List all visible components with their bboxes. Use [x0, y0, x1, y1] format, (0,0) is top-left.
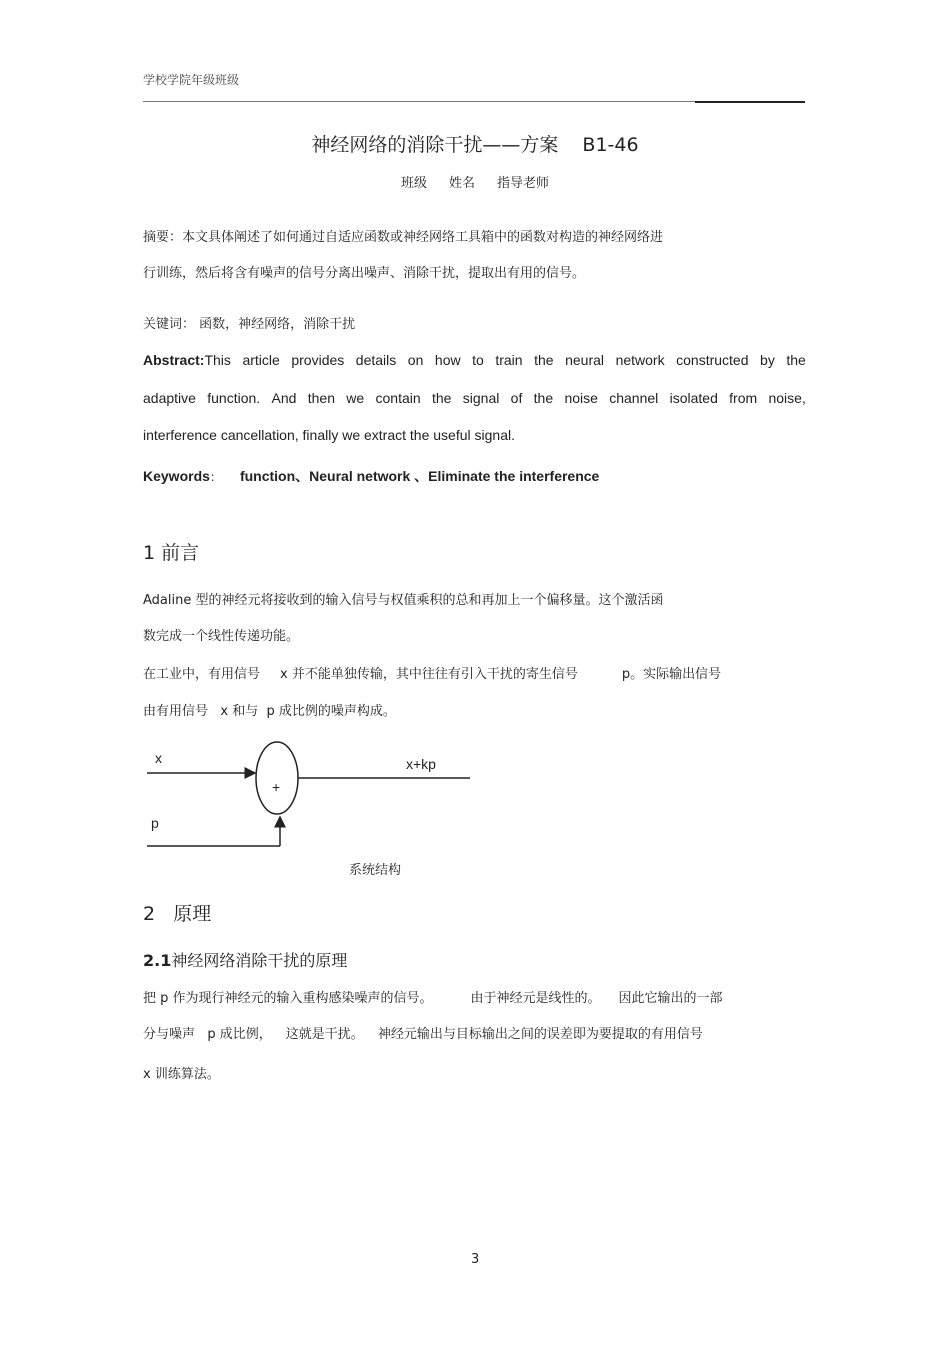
author-line [0, 172, 950, 191]
running-header: 学校学院年级班级 [143, 73, 240, 87]
section-2-line1: 把 p 作为现行神经元的输入重构感染噪声的信号。 由于神经元是线性的。 因此它输出的一部 [143, 991, 723, 1006]
section-1-para1-line1: Adaline 型的神经元将接收到的输入信号与权值乘积的总和再加上一个偏移量。这个激活函 [143, 593, 664, 608]
section-2-heading: 2 原理 [143, 903, 212, 925]
section-1-heading: 1 前言 [143, 542, 200, 564]
subsection-2-1-number: 2.1 [143, 951, 172, 970]
author-name: 姓名 [448, 176, 475, 191]
diagram-sum-sign: + [272, 779, 281, 795]
subsection-2-1-heading [143, 948, 347, 971]
title-main: 神经网络的消除干扰——方案 [311, 134, 559, 156]
title-code: B1-46 [582, 134, 639, 156]
diagram-input-p-label: p [151, 815, 159, 831]
abstract-cn-line-1: 摘要：本文具体阐述了如何通过自适应函数或神经网络工具箱中的函数对构造的神经网络进 [143, 230, 664, 245]
author-class: 班级 [400, 176, 427, 191]
page-number: 3 [471, 1252, 480, 1267]
section-1-para2-line1: 在工业中，有用信号 x 并不能单独传输，其中往往有引入干扰的寄生信号 p。实际输出信号 [143, 667, 722, 682]
diagram-input-x-label: x [155, 750, 162, 766]
abstract-en-line-2: adaptive function. And then we contain the signal of the noise channel isolated from noise, [143, 390, 806, 406]
section-1-para2-line2: 由有用信号 x 和与 p 成比例的噪声构成。 [143, 704, 396, 719]
diagram-output-label: x+kp [406, 756, 436, 772]
diagram-summing-junction [256, 742, 298, 814]
keywords-en-value: function、Neural network 、Eliminate the interference [239, 468, 600, 484]
header-rule [143, 101, 695, 102]
keywords-en: Keywords： function、Neural network 、Eliminate the interference [143, 468, 600, 484]
keywords-en-label: Keywords [143, 468, 210, 484]
abstract-en-label: Abstract:This [143, 352, 231, 368]
abstract-en-line-3: interference cancellation, finally we extract the useful signal. [143, 427, 515, 443]
section-2-line2: 分与噪声 p 成比例， 这就是干扰。 神经元输出与目标输出之间的误差即为要提取的有用信号 [143, 1027, 703, 1042]
subsection-2-1-title: 神经网络消除干扰的原理 [171, 951, 348, 970]
keywords-cn: 关键词： 函数，神经网络，消除干扰 [143, 317, 356, 332]
section-1-para1-line2: 数完成一个线性传递功能。 [143, 629, 300, 644]
section-2-line3: x 训练算法。 [143, 1067, 220, 1082]
system-structure-diagram [143, 738, 483, 853]
abstract-en-line-1: Abstract:This article provides details on how to train the neural network constructed by the [143, 352, 806, 368]
abstract-cn-line-2: 行训练，然后将含有噪声的信号分离出噪声、消除干扰，提取出有用的信号。 [143, 266, 586, 281]
header-rule-accent [695, 101, 805, 103]
paper-title [0, 130, 950, 157]
author-advisor: 指导老师 [497, 176, 550, 191]
diagram-caption: 系统结构 [349, 863, 402, 878]
